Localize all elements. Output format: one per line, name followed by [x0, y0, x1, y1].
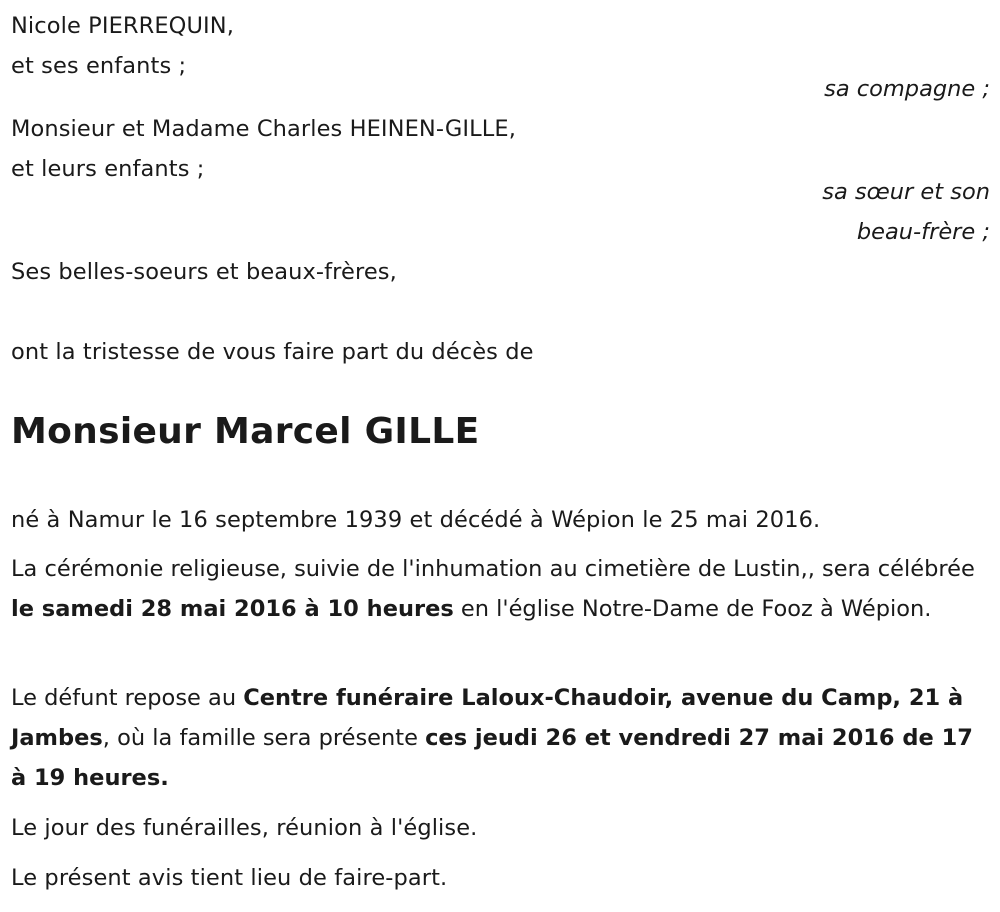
ceremony-text-post: en l'église Notre-Dame de Fooz à Wépion. [453, 596, 932, 622]
family-line-2: et ses enfants ; [11, 53, 187, 79]
ceremony-date: le samedi 28 mai 2016 à 10 heures [11, 596, 454, 622]
funeral-home: Centre funéraire Laloux-Chaudoir, avenue du Camp, 21 à Jambes [11, 685, 964, 751]
rest-text-mid: , où la famille sera présente [102, 725, 426, 751]
family-line-1: Nicole PIERREQUIN, [11, 13, 234, 39]
birth-death-text: né à Namur le 16 septembre 1939 et décédé à Wépion le 25 mai 2016. [11, 507, 821, 533]
family-role-2a: sa sœur et son [822, 179, 990, 205]
family-role-1: sa compagne ; [824, 76, 990, 102]
family-line-4: et leurs enfants ; [11, 156, 205, 182]
ceremony-text-pre: La cérémonie religieuse, suivie de l'inhumation au cimetière de Lustin,, sera célébrée [11, 556, 975, 582]
notice-text: Le présent avis tient lieu de faire-part. [11, 865, 448, 891]
family-line-5: Ses belles-soeurs et beaux-frères, [11, 259, 397, 285]
announcement-text: ont la tristesse de vous faire part du décès de [11, 339, 534, 365]
family-role-2b: beau-frère ; [856, 219, 990, 245]
rest-paragraph [11, 678, 991, 798]
family-line-3: Monsieur et Madame Charles HEINEN-GILLE, [11, 116, 516, 142]
rest-text-pre: Le défunt repose au [11, 685, 244, 711]
ceremony-paragraph [11, 549, 991, 629]
meeting-text: Le jour des funérailles, réunion à l'église. [11, 815, 478, 841]
visitation-dates: ces jeudi 26 et vendredi 27 mai 2016 de 17 à 19 heures. [11, 725, 973, 791]
deceased-name: Monsieur Marcel GILLE [11, 411, 480, 452]
